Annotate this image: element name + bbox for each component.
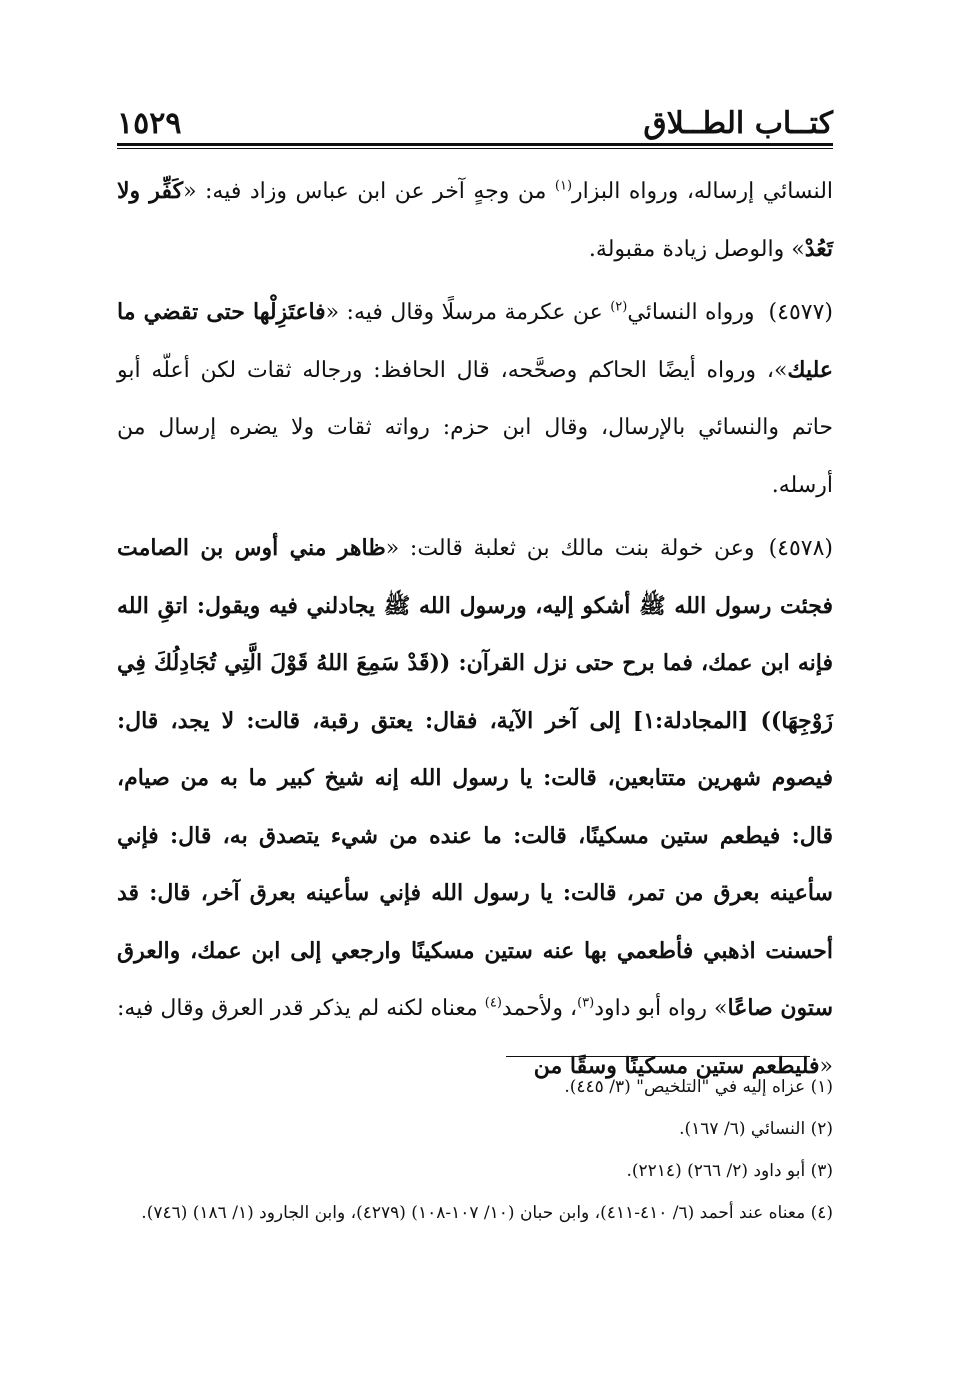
footnote-3: (٣) أبو داود (٢/ ٢٦٦) (٢٢١٤).: [626, 1161, 833, 1181]
text-run: النسائي إرساله، ورواه البزار: [572, 179, 834, 204]
footnote-1: (١) عزاه إليه في "التلخيص" (٣/ ٤٤٥).: [564, 1077, 833, 1097]
footnote-ref-3: (٣): [577, 995, 595, 1011]
text-run: وعن خولة بنت مالك بن ثعلبة قالت: «: [385, 536, 755, 561]
footnote-2: (٢) النسائي (٦/ ١٦٧).: [679, 1119, 833, 1139]
main-text: [117, 163, 833, 1101]
hadith-4578: [117, 520, 833, 1095]
header-rule: [117, 143, 833, 149]
text-run: ورواه النسائي: [627, 300, 755, 325]
hadith-quote: فليطعم ستين مسكينًا وسقًا من: [533, 1052, 820, 1079]
book-title: كتــاب الطــلاق: [643, 106, 833, 141]
hadith-4577: [117, 284, 833, 514]
hadith-quote: فاعتَزِلْها حتى تقضي ما عليك: [117, 299, 833, 383]
page-header: [117, 100, 833, 142]
footnote-ref-4: (٤): [484, 995, 502, 1011]
page-number: ١٥٢٩: [117, 106, 182, 141]
footnote-4: (٤) معناه عند أحمد (٦/ ٤١٠-٤١١)، وابن حبان (١٠/ ١٠٧-١٠٨) (٤٢٧٩)، وابن الجارود (١/ ١٨٦) (٧٤٦).: [141, 1203, 833, 1223]
text-run: ، ولأحمد: [501, 996, 578, 1021]
paragraph-continuation: [117, 163, 833, 278]
footnote-ref-2: (٢): [610, 299, 628, 315]
text-run: » والوصل زيادة مقبولة.: [588, 236, 805, 262]
hadith-number: (٤٥٧٨): [768, 536, 834, 561]
text-run: عن عكرمة مرسلًا وقال فيه: «: [325, 300, 611, 325]
text-run: من وجهٍ آخر عن ابن عباس وزاد فيه: «: [183, 179, 555, 204]
text-run: »، ورواه أيضًا الحاكم وصحَّحه، قال الحافظ: ورجاله ثقات لكن أعلّه أبو حاتم والنسائي بالإرسال، وقال ابن حزم: رواته ثقات ولا يضره إرسال من أرسله.: [117, 357, 833, 498]
hadith-number: (٤٥٧٧): [768, 300, 833, 325]
footnotes: [117, 1068, 833, 1236]
hadith-quote: ظاهر مني أوس بن الصامت فجئت رسول الله ﷺ أشكو إليه، ورسول الله ﷺ يجادلني فيه ويقول: اتقِ الله فإنه ابن عمك، فما برح حتى نزل القرآن: ((قَدْ سَمِعَ اللهُ قَوْلَ الَّتِي تُجَادِلُكَ فِي زَوْجِهَا)) [المجادلة:١] إلى آخر الآية، فقال: يعتق رقبة، قالت: لا يجد، قال: فيصوم شهرين متتابعين، قالت: يا رسول الله إنه شيخ كبير ما به من صيام، قال: فيطعم ستين مسكينًا، قالت: ما عنده من شيء يتصدق به، قال: فإني سأعينه بعرق من تمر، قالت: يا رسول الله فإني سأعينه بعرق آخر، قال: قد أحسنت اذهبي فأطعمي بها عنه ستين مسكينًا وارجعي إلى ابن عمك، والعرق ستون صاعًا: [117, 535, 833, 1021]
footnote-separator: [506, 1056, 810, 1057]
footnote-ref-1: (١): [554, 178, 573, 194]
text-run: معناه لكنه لم يذكر قدر العرق وقال فيه: «: [117, 996, 833, 1079]
hadith-quote: كَفِّر ولا تَعُدْ: [117, 178, 833, 262]
text-run: » رواه أبو داود: [594, 996, 728, 1021]
